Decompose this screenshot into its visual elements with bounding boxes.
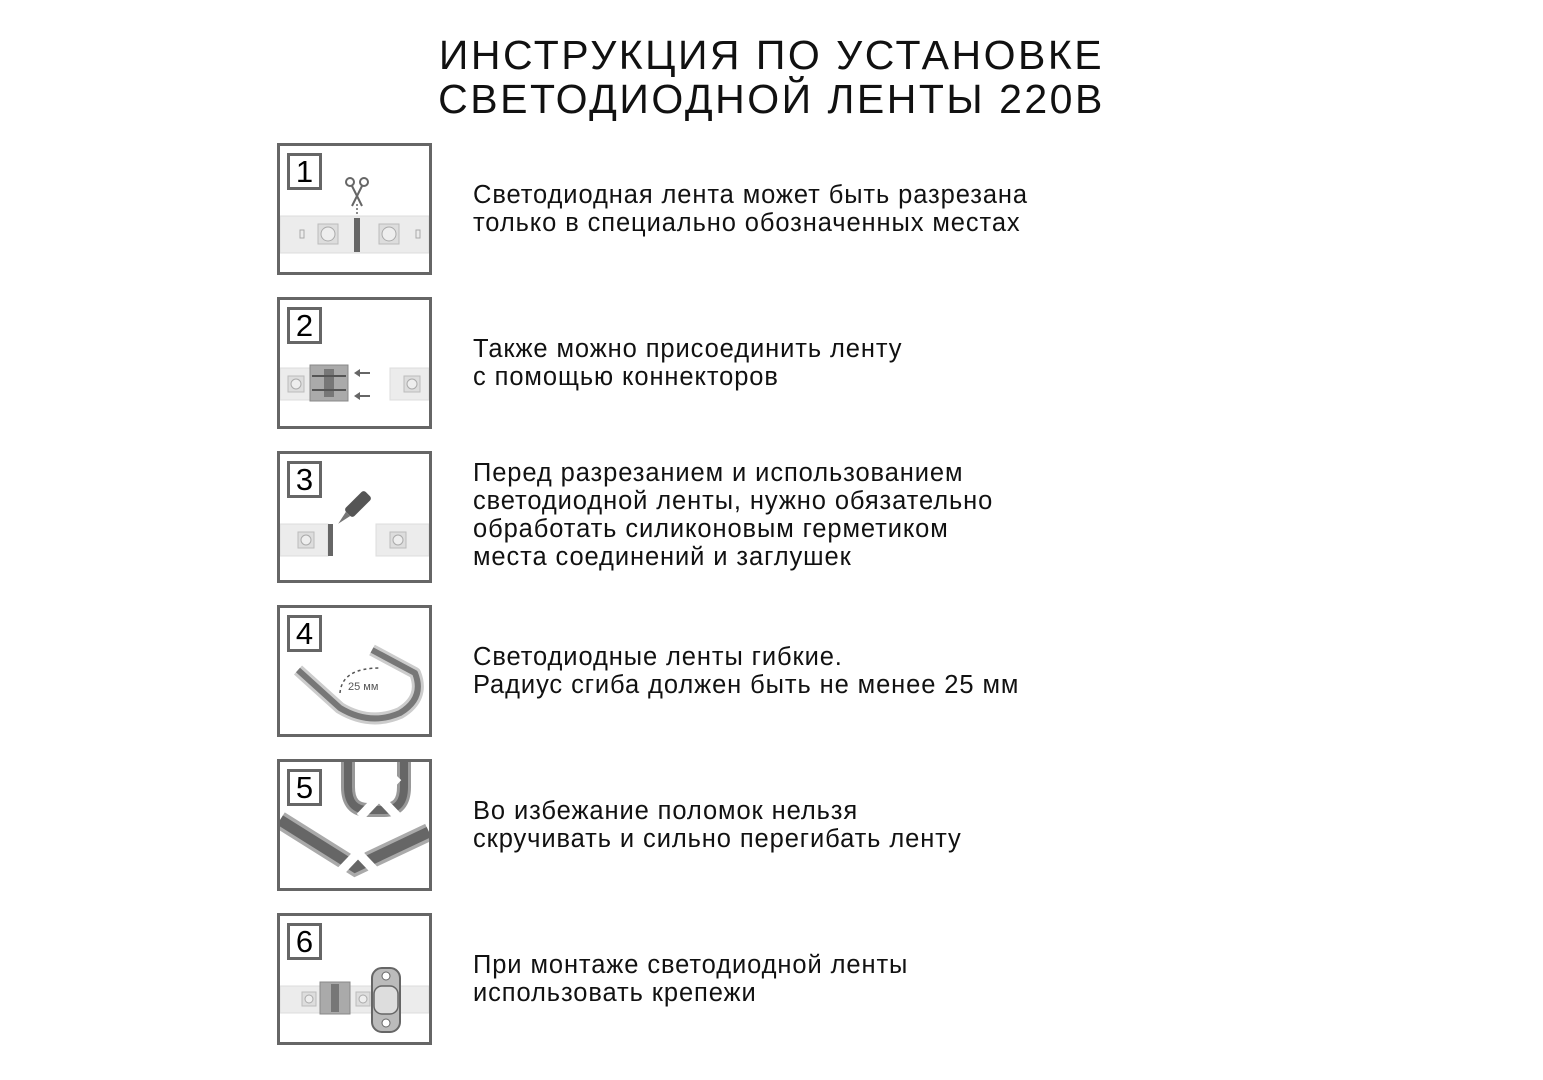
text-line: обработать силиконовым герметиком — [473, 515, 949, 543]
text-line: Перед разрезанием и использованием — [473, 459, 964, 487]
text-line: Светодиодная лента может быть разрезана — [473, 181, 1028, 209]
page-title — [0, 33, 1543, 121]
text-line: Во избежание поломок нельзя — [473, 797, 859, 825]
step-4-text — [473, 643, 1019, 699]
step-3-text — [473, 459, 993, 571]
step-2-illustration — [277, 297, 432, 429]
title-line-2: СВЕТОДИОДНОЙ ЛЕНТЫ 220В — [438, 76, 1105, 122]
step-number: 1 — [287, 153, 322, 190]
step-4 — [277, 605, 1277, 737]
step-4-illustration — [277, 605, 432, 737]
text-line: При монтаже светодиодной ленты — [473, 951, 909, 979]
step-1-illustration — [277, 143, 432, 275]
step-6 — [277, 913, 1277, 1045]
bend-radius-label: 25 мм — [348, 681, 379, 693]
step-5-illustration — [277, 759, 432, 891]
step-1-text — [473, 181, 1028, 237]
text-line: Также можно присоединить ленту — [473, 335, 903, 363]
step-3-illustration — [277, 451, 432, 583]
text-line: только в специально обозначенных местах — [473, 209, 1021, 237]
step-1 — [277, 143, 1277, 275]
step-number: 4 — [287, 615, 322, 652]
text-line: места соединений и заглушек — [473, 543, 852, 571]
step-number: 6 — [287, 923, 322, 960]
step-5 — [277, 759, 1277, 891]
text-line: светодиодной ленты, нужно обязательно — [473, 487, 994, 515]
text-line: скручивать и сильно перегибать ленту — [473, 825, 962, 853]
step-number: 3 — [287, 461, 322, 498]
text-line: Светодиодные ленты гибкие. — [473, 643, 843, 671]
text-line: использовать крепежи — [473, 979, 757, 1007]
step-number: 5 — [287, 769, 322, 806]
step-5-text — [473, 797, 962, 853]
step-2 — [277, 297, 1277, 429]
text-line: Радиус сгиба должен быть не менее 25 мм — [473, 671, 1020, 699]
step-number: 2 — [287, 307, 322, 344]
step-2-text — [473, 335, 902, 391]
text-line: с помощью коннекторов — [473, 363, 779, 391]
step-6-text — [473, 951, 908, 1007]
step-6-illustration — [277, 913, 432, 1045]
step-3 — [277, 451, 1277, 583]
title-line-1: ИНСТРУКЦИЯ ПО УСТАНОВКЕ — [438, 32, 1105, 78]
